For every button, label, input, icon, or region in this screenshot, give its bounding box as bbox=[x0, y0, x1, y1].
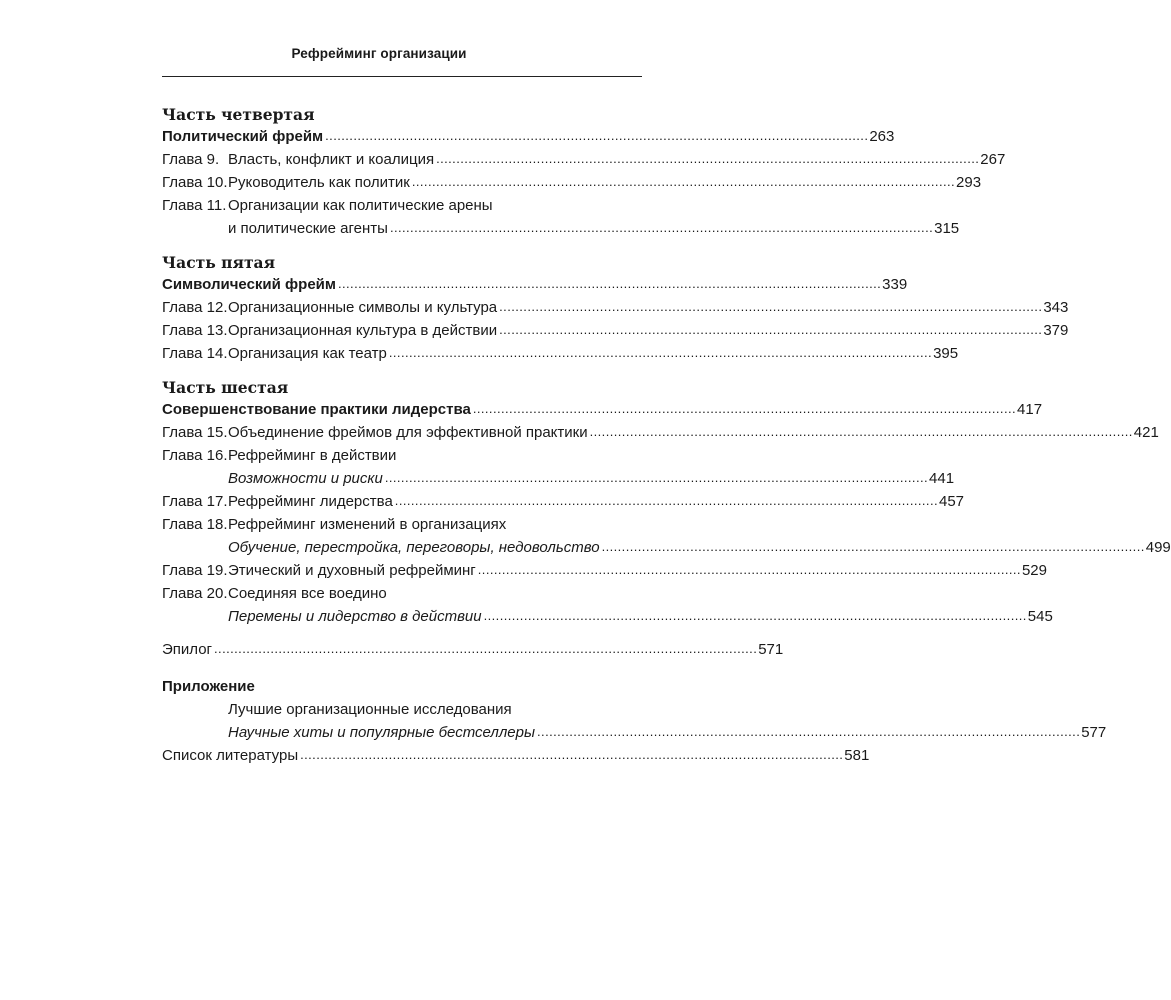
chapter-label: Глава 9. bbox=[162, 151, 220, 168]
toc-entry-chapter-9[interactable] bbox=[162, 148, 1006, 171]
leader-dots bbox=[602, 535, 1143, 558]
chapter-title: Организационная культура в действии bbox=[228, 322, 498, 339]
toc-entry-chapter-11-cont[interactable] bbox=[162, 217, 960, 240]
toc-entry-chapter-18[interactable] bbox=[162, 513, 642, 536]
leader-dots bbox=[300, 743, 841, 766]
part-6-title: Совершенствование практики лидерства bbox=[162, 401, 471, 418]
part-5-title-line[interactable] bbox=[162, 273, 908, 296]
leader-dots bbox=[436, 147, 977, 170]
toc-entry-appendix[interactable] bbox=[162, 698, 642, 721]
part-4-title: Политический фрейм bbox=[162, 128, 324, 145]
chapter-title: Соединяя все воедино bbox=[228, 585, 387, 602]
leader-dots bbox=[338, 272, 879, 295]
chapter-label: Глава 14. bbox=[162, 345, 228, 362]
bibliography-page: 581 bbox=[844, 747, 870, 764]
toc-entry-bibliography[interactable] bbox=[162, 744, 870, 767]
chapter-title: Власть, конфликт и коалиция bbox=[228, 151, 435, 168]
appendix-heading: Приложение bbox=[162, 678, 255, 695]
toc-entry-chapter-14[interactable] bbox=[162, 342, 959, 365]
chapter-page: 267 bbox=[980, 151, 1006, 168]
toc-entry-chapter-12[interactable] bbox=[162, 296, 1069, 319]
epilogue-page: 571 bbox=[758, 641, 784, 658]
part-4-title-line[interactable] bbox=[162, 125, 895, 148]
part-6-page: 417 bbox=[1017, 401, 1043, 418]
toc-entry-chapter-13[interactable] bbox=[162, 319, 1069, 342]
toc-entry-chapter-20-subtitle[interactable] bbox=[162, 605, 1053, 628]
epilogue-title: Эпилог bbox=[162, 641, 213, 658]
leader-dots bbox=[537, 720, 1078, 743]
toc-entry-epilogue[interactable] bbox=[162, 638, 784, 661]
appendix-subtitle: Научные хиты и популярные бестселлеры bbox=[228, 724, 536, 741]
part-6-title-line[interactable] bbox=[162, 398, 1043, 421]
toc-entry-chapter-20[interactable] bbox=[162, 582, 642, 605]
leader-dots bbox=[499, 318, 1040, 341]
chapter-page: 545 bbox=[1027, 608, 1053, 625]
leader-dots bbox=[389, 341, 930, 364]
toc-entry-chapter-11[interactable] bbox=[162, 194, 642, 217]
leader-dots bbox=[390, 216, 931, 239]
toc-entry-chapter-15[interactable] bbox=[162, 421, 1159, 444]
chapter-title: Этический и духовный рефрейминг bbox=[228, 562, 476, 579]
chapter-page: 441 bbox=[929, 470, 955, 487]
chapter-title: Организации как политические арены bbox=[228, 197, 493, 214]
part-5-title: Символический фрейм bbox=[162, 276, 336, 293]
leader-dots bbox=[395, 489, 936, 512]
table-of-contents bbox=[162, 104, 1171, 767]
chapter-page: 343 bbox=[1043, 299, 1069, 316]
appendix-title: Лучшие организационные исследования bbox=[228, 701, 512, 718]
chapter-label: Глава 12. bbox=[162, 299, 228, 316]
leader-dots bbox=[590, 420, 1131, 443]
leader-dots bbox=[478, 558, 1019, 581]
leader-dots bbox=[325, 124, 866, 147]
toc-entry-appendix-subtitle[interactable] bbox=[162, 721, 1107, 744]
leader-dots bbox=[385, 466, 926, 489]
chapter-title-continued: и политические агенты bbox=[228, 220, 388, 237]
chapter-page: 421 bbox=[1133, 424, 1159, 441]
chapter-page: 379 bbox=[1043, 322, 1069, 339]
toc-entry-chapter-10[interactable] bbox=[162, 171, 982, 194]
leader-dots bbox=[499, 295, 1040, 318]
part-4-label: Часть четвертая bbox=[162, 105, 315, 124]
running-header: Рефрейминг организации bbox=[291, 46, 467, 61]
chapter-title: Организация как театр bbox=[228, 345, 387, 362]
chapter-title: Объединение фреймов для эффективной практики bbox=[228, 424, 588, 441]
leader-dots bbox=[473, 397, 1014, 420]
chapter-label: Глава 18. bbox=[162, 516, 228, 533]
chapter-title: Руководитель как политик bbox=[228, 174, 410, 191]
chapter-label: Глава 10. bbox=[162, 174, 228, 191]
chapter-subtitle: Обучение, перестройка, переговоры, недовольство bbox=[228, 539, 600, 556]
toc-entry-chapter-16-subtitle[interactable] bbox=[162, 467, 955, 490]
chapter-title: Организационные символы и культура bbox=[228, 299, 498, 316]
toc-entry-chapter-18-subtitle[interactable] bbox=[162, 536, 1171, 559]
chapter-label: Глава 13. bbox=[162, 322, 228, 339]
header-rule bbox=[162, 76, 642, 77]
chapter-page: 315 bbox=[934, 220, 960, 237]
part-5-page: 339 bbox=[882, 276, 908, 293]
chapter-subtitle: Перемены и лидерство в действии bbox=[228, 608, 482, 625]
chapter-label: Глава 11. bbox=[162, 197, 227, 214]
chapter-title: Рефрейминг изменений в организациях bbox=[228, 516, 507, 533]
chapter-page: 293 bbox=[956, 174, 982, 191]
toc-entry-chapter-19[interactable] bbox=[162, 559, 1047, 582]
leader-dots bbox=[214, 637, 755, 660]
chapter-label: Глава 20. bbox=[162, 585, 228, 602]
part-5-label: Часть пятая bbox=[162, 253, 276, 272]
chapter-label: Глава 15. bbox=[162, 424, 228, 441]
chapter-page: 395 bbox=[933, 345, 959, 362]
chapter-page: 499 bbox=[1145, 539, 1171, 556]
leader-dots bbox=[484, 604, 1025, 627]
toc-entry-chapter-17[interactable] bbox=[162, 490, 965, 513]
chapter-title: Рефрейминг в действии bbox=[228, 447, 397, 464]
toc-entry-chapter-16[interactable] bbox=[162, 444, 642, 467]
bibliography-title: Список литературы bbox=[162, 747, 299, 764]
leader-dots bbox=[412, 170, 953, 193]
chapter-label: Глава 19. bbox=[162, 562, 228, 579]
part-4-page: 263 bbox=[869, 128, 895, 145]
part-6-label: Часть шестая bbox=[162, 378, 289, 397]
chapter-title: Рефрейминг лидерства bbox=[228, 493, 393, 510]
appendix-page: 577 bbox=[1081, 724, 1107, 741]
chapter-subtitle: Возможности и риски bbox=[228, 470, 383, 487]
chapter-page: 529 bbox=[1021, 562, 1047, 579]
chapter-page: 457 bbox=[938, 493, 965, 510]
chapter-label: Глава 17. bbox=[162, 493, 228, 510]
chapter-label: Глава 16. bbox=[162, 447, 228, 464]
